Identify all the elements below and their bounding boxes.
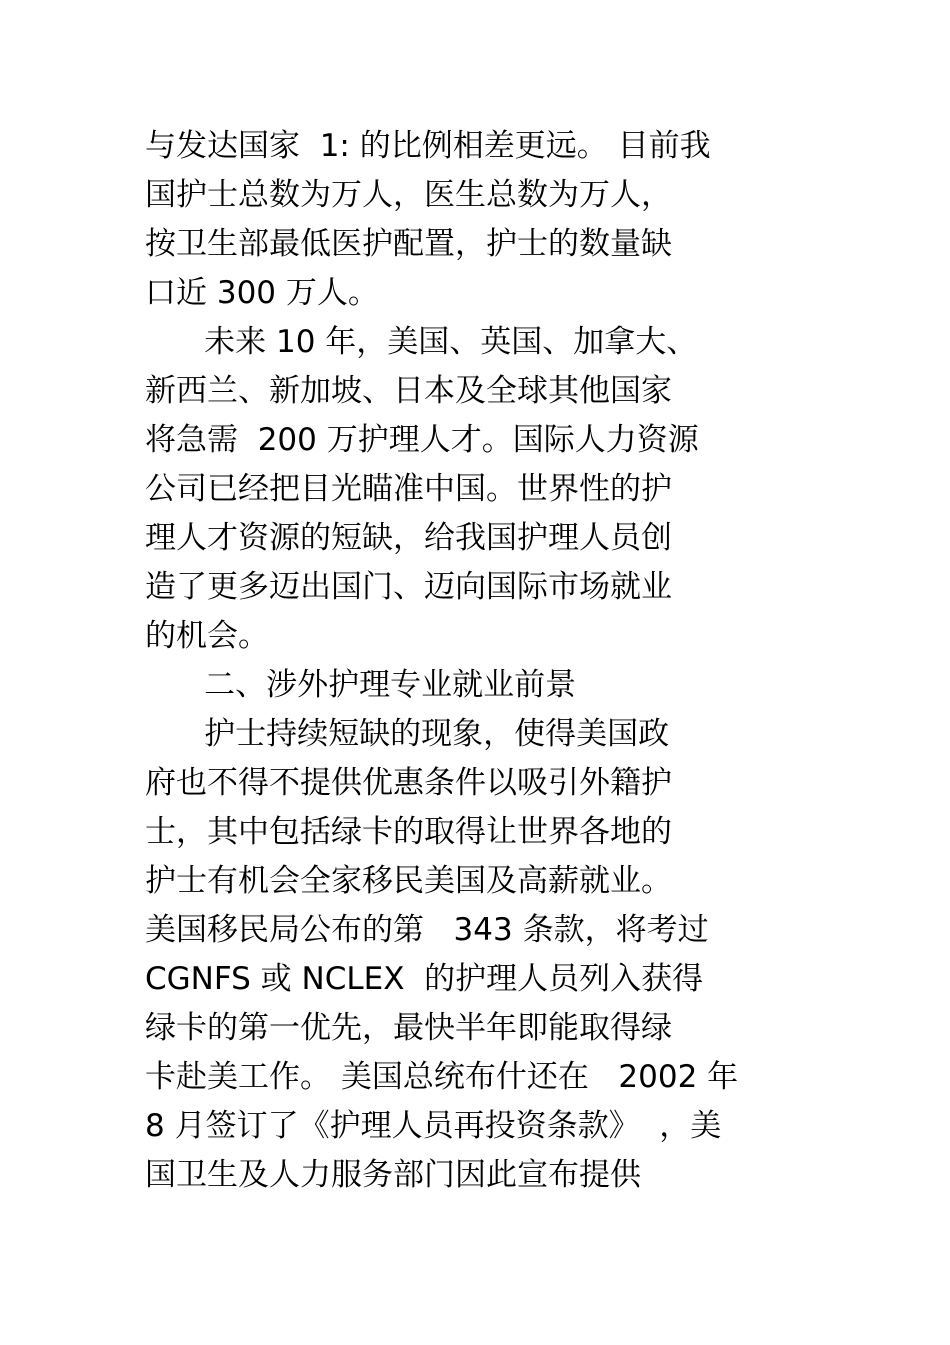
text-line-20: 卡赴美工作。 美国总统布什还在 2002 年 <box>145 1059 739 1095</box>
text-line-13: 护士持续短缺的现象，使得美国政 <box>145 716 670 752</box>
text-line-5: 未来 10 年，美国、英国、加拿大、 <box>145 324 698 360</box>
text-line-7: 将急需 200 万护理人才。国际人力资源 <box>145 422 699 458</box>
text-line-6: 新西兰、新加坡、日本及全球其他国家 <box>145 373 672 409</box>
text-line-8: 公司已经把目光瞄准中国。世界性的护 <box>145 471 672 507</box>
text-line-9: 理人才资源的短缺，给我国护理人员创 <box>145 520 672 556</box>
text-line-14: 府也不得不提供优惠条件以吸引外籍护 <box>145 765 672 801</box>
text-line-2: 国护士总数为万人，医生总数为万人， <box>145 177 672 213</box>
text-line-22: 国卫生及人力服务部门因此宣布提供 <box>145 1157 641 1193</box>
text-line-15: 士，其中包括绿卡的取得让世界各地的 <box>145 814 672 850</box>
text-line-10: 造了更多迈出国门、迈向国际市场就业 <box>145 569 672 605</box>
text-line-11: 的机会。 <box>145 618 269 654</box>
text-line-1: 与发达国家 1: 的比例相差更远。 目前我 <box>145 128 711 164</box>
body-text <box>145 122 815 1200</box>
text-line-16: 护士有机会全家移民美国及高薪就业。 <box>145 863 672 899</box>
text-line-17: 美国移民局公布的第 343 条款，将考过 <box>145 912 709 948</box>
text-line-18: CGNFS 或 NCLEX 的护理人员列入获得 <box>145 961 704 997</box>
text-line-3: 按卫生部最低医护配置，护士的数量缺 <box>145 226 672 262</box>
section-heading: 二、涉外护理专业就业前景 <box>145 667 577 703</box>
text-line-4: 口近 300 万人。 <box>145 275 379 311</box>
text-line-19: 绿卡的第一优先，最快半年即能取得绿 <box>145 1010 672 1046</box>
text-line-21: 8 月签订了《护理人员再投资条款》 ，美 <box>145 1108 722 1144</box>
